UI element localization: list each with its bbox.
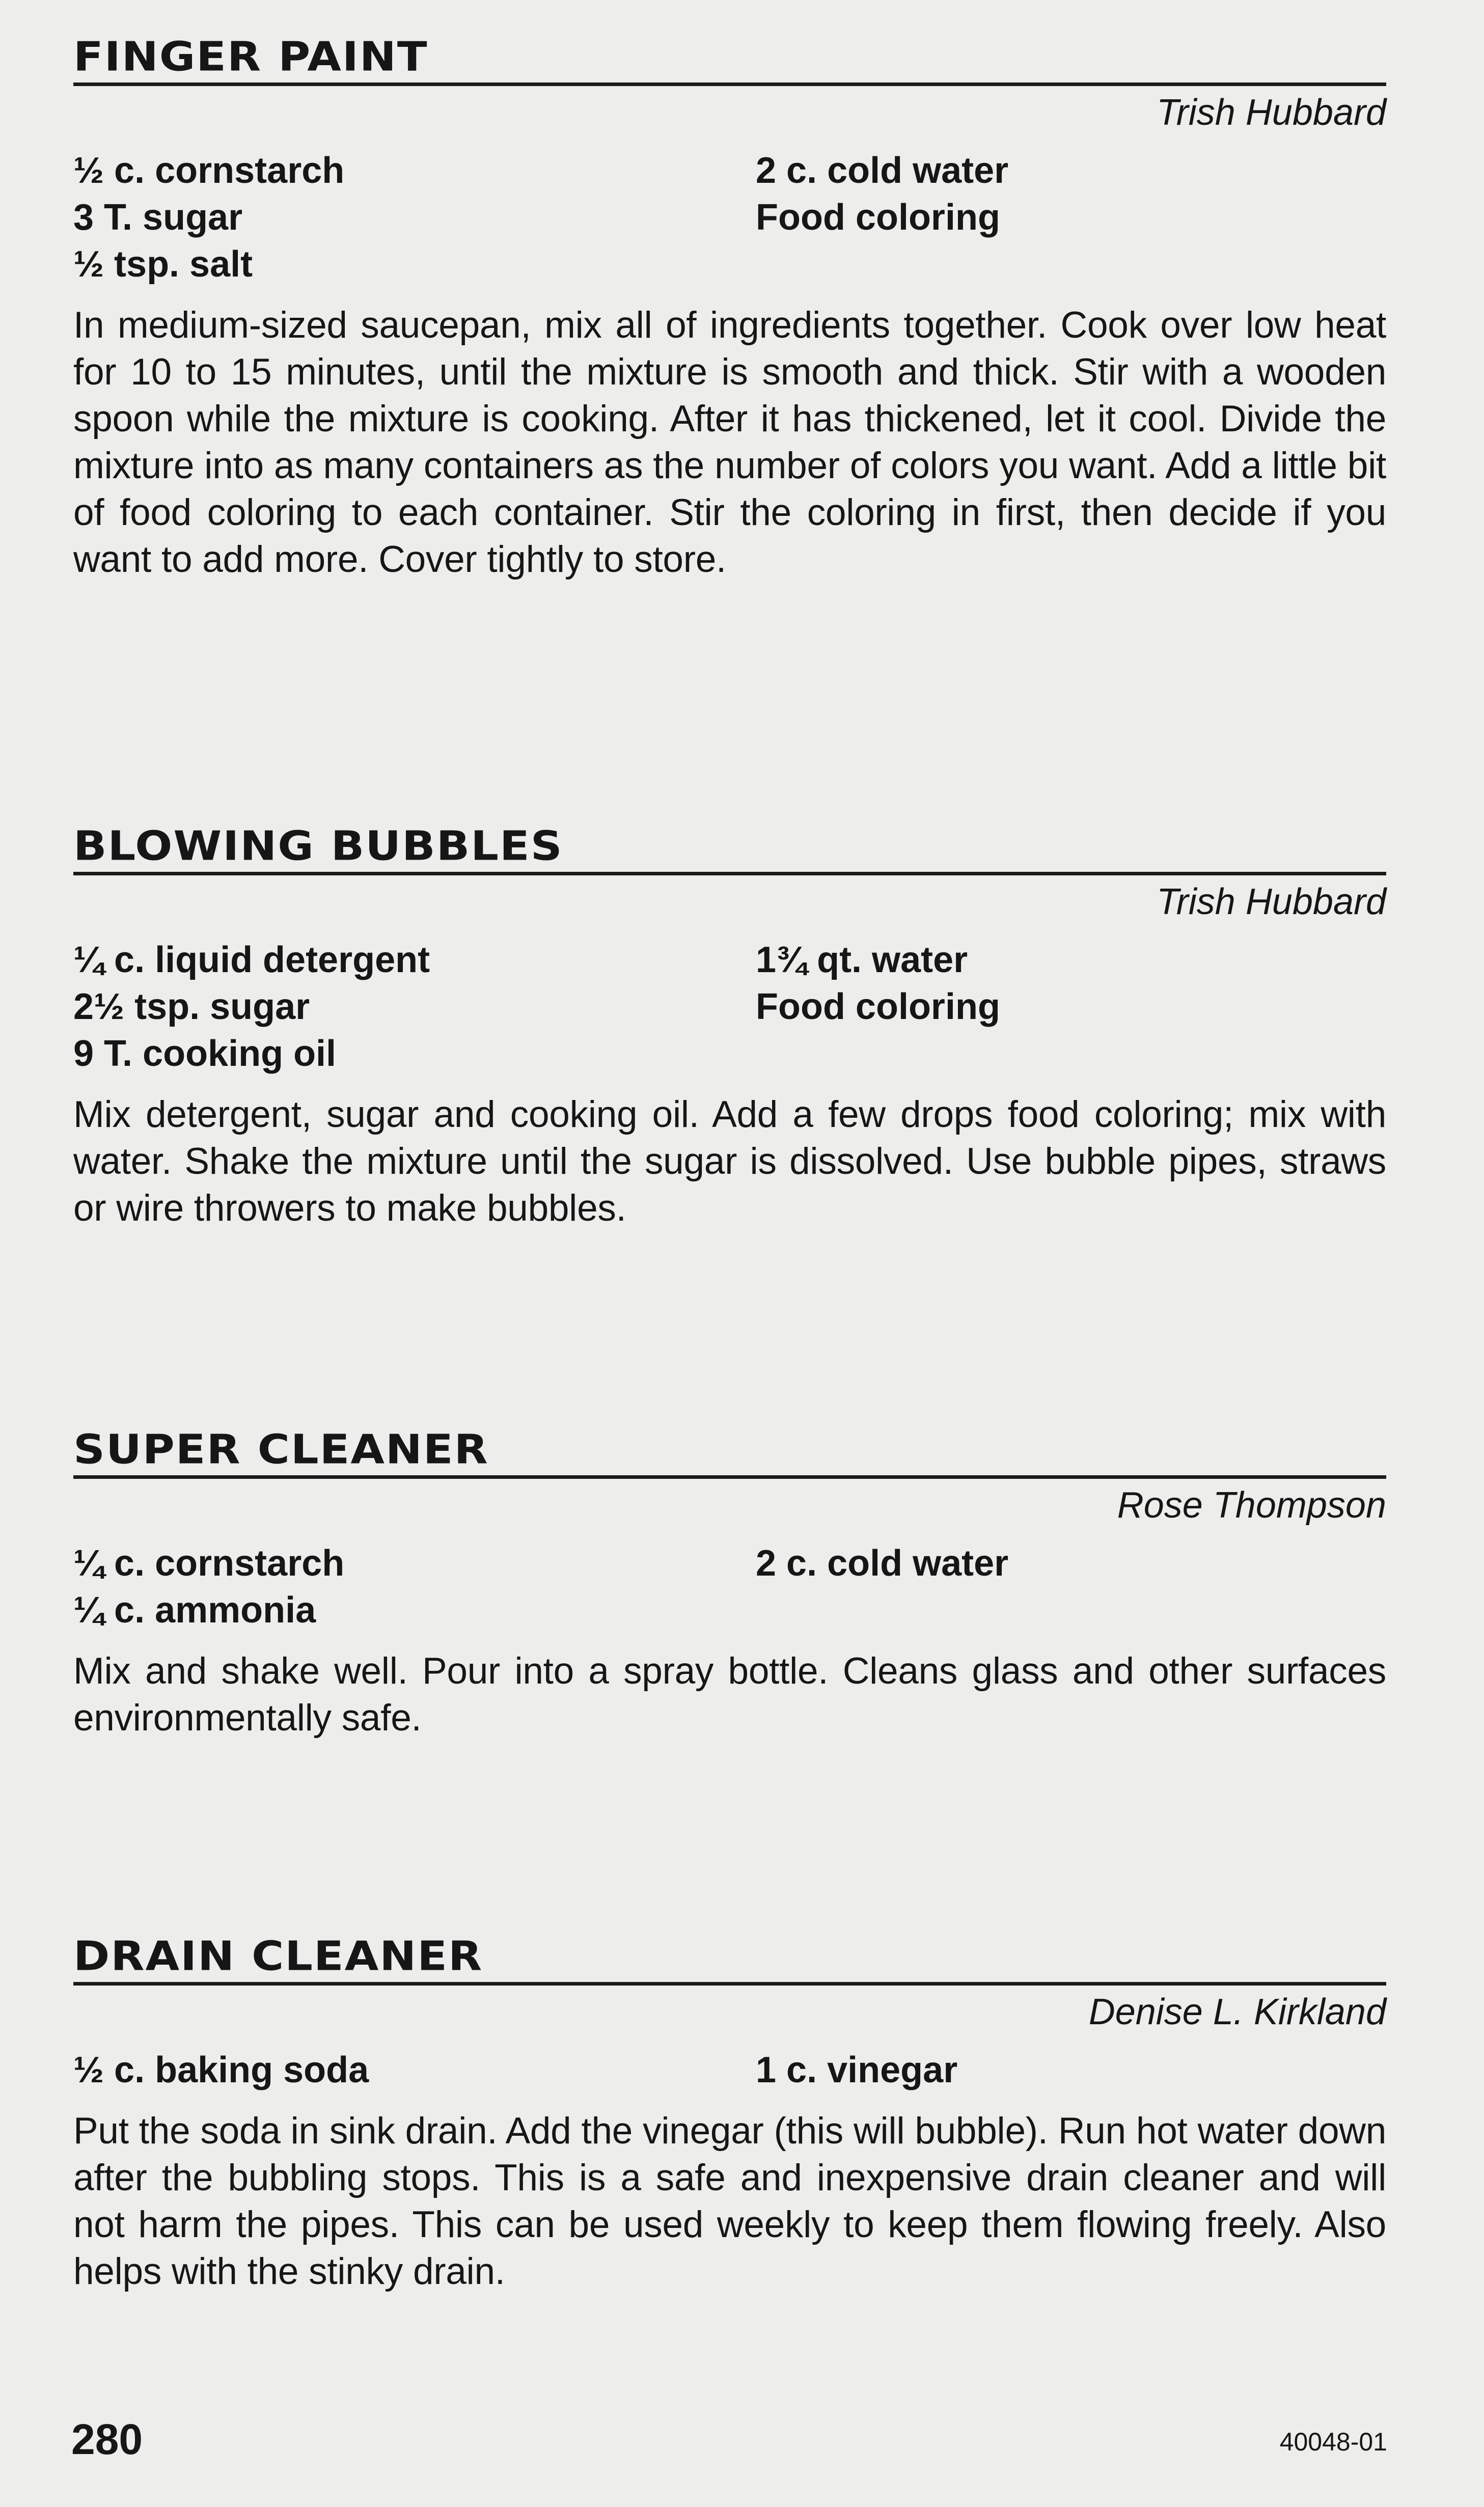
ingredient: ¼ c. cornstarch bbox=[73, 1543, 345, 1584]
ingredient: ¼ c. ammonia bbox=[73, 1590, 316, 1631]
ingredient: 2 c. cold water bbox=[756, 1543, 1009, 1584]
catalog-code: 40048-01 bbox=[1279, 2428, 1387, 2456]
title-rule bbox=[73, 1475, 1386, 1479]
title-rule bbox=[73, 872, 1386, 875]
title-rule bbox=[73, 82, 1386, 86]
ingredient: ¼ c. liquid detergent bbox=[73, 940, 430, 980]
recipe-author: Trish Hubbard bbox=[1157, 92, 1386, 133]
ingredient: Food coloring bbox=[756, 986, 1000, 1027]
ingredient: ½ tsp. salt bbox=[73, 244, 253, 285]
recipe-directions: In medium-sized saucepan, mix all of ingredients together. Cook over low heat for 10 to 15 minutes, until the mixture is smooth and thick. Stir with a wooden spoon while the mixture is cooking. After it has thickened, let it cool. Divide the mixture into as many containers as the number of colors you want. Add a little bit of food coloring to each container. Stir the coloring in first, then decide if you want to add more. Cover tightly to store. bbox=[73, 305, 1386, 580]
ingredient: ½ c. cornstarch bbox=[73, 150, 345, 191]
page-number: 280 bbox=[71, 2415, 143, 2463]
recipe-title: BLOWING BUBBLES bbox=[73, 822, 563, 870]
ingredient-row bbox=[73, 1540, 1386, 1587]
ingredient-row bbox=[73, 147, 1386, 194]
ingredient-row bbox=[73, 241, 1386, 288]
ingredient-row bbox=[73, 1587, 1386, 1634]
ingredient-list bbox=[73, 1540, 1386, 1634]
ingredient: 2 c. cold water bbox=[756, 150, 1009, 191]
recipe-author: Denise L. Kirkland bbox=[1088, 1992, 1386, 2032]
ingredient: 2½ tsp. sugar bbox=[73, 986, 310, 1027]
ingredient: 1¾ qt. water bbox=[756, 940, 968, 980]
recipe-directions: Mix detergent, sugar and cooking oil. Add a few drops food coloring; mix with water. Shake the mixture until the sugar is dissolved. Use bubble pipes, straws or wire throwers to make bubbles. bbox=[73, 1094, 1386, 1229]
recipe-author: Rose Thompson bbox=[1117, 1485, 1386, 1526]
recipe-finger-paint bbox=[73, 31, 1386, 620]
recipe-title: DRAIN CLEANER bbox=[73, 1933, 483, 1980]
ingredient-list bbox=[73, 936, 1386, 1077]
ingredient-row bbox=[73, 194, 1386, 241]
recipe-super-cleaner bbox=[73, 1423, 1386, 1779]
ingredient-row bbox=[73, 936, 1386, 983]
ingredient-row bbox=[73, 983, 1386, 1030]
recipe-directions: Put the soda in sink drain. Add the vinegar (this will bubble). Run hot water down after the bubbling stops. This is a safe and inexpensive drain cleaner and will not harm the pipes. This can be used weekly to keep them flowing freely. Also helps with the stinky drain. bbox=[73, 2110, 1386, 2292]
recipe-blowing-bubbles bbox=[73, 820, 1386, 1269]
recipe-author: Trish Hubbard bbox=[1157, 881, 1386, 922]
ingredient: Food coloring bbox=[756, 197, 1000, 238]
recipe-directions: Mix and shake well. Pour into a spray bottle. Cleans glass and other surfaces environmentally safe. bbox=[73, 1650, 1386, 1739]
ingredient: 9 T. cooking oil bbox=[73, 1033, 337, 1074]
recipe-title: SUPER CLEANER bbox=[73, 1426, 489, 1473]
ingredient-list bbox=[73, 147, 1386, 288]
ingredient-row bbox=[73, 1030, 1386, 1077]
ingredient: 3 T. sugar bbox=[73, 197, 243, 238]
ingredient: ½ c. baking soda bbox=[73, 2050, 369, 2090]
ingredient-list bbox=[73, 2047, 1386, 2093]
ingredient: 1 c. vinegar bbox=[756, 2050, 958, 2090]
title-rule bbox=[73, 1982, 1386, 1986]
recipe-drain-cleaner bbox=[73, 1930, 1386, 2332]
recipe-title: FINGER PAINT bbox=[73, 33, 428, 80]
ingredient-row bbox=[73, 2047, 1386, 2093]
